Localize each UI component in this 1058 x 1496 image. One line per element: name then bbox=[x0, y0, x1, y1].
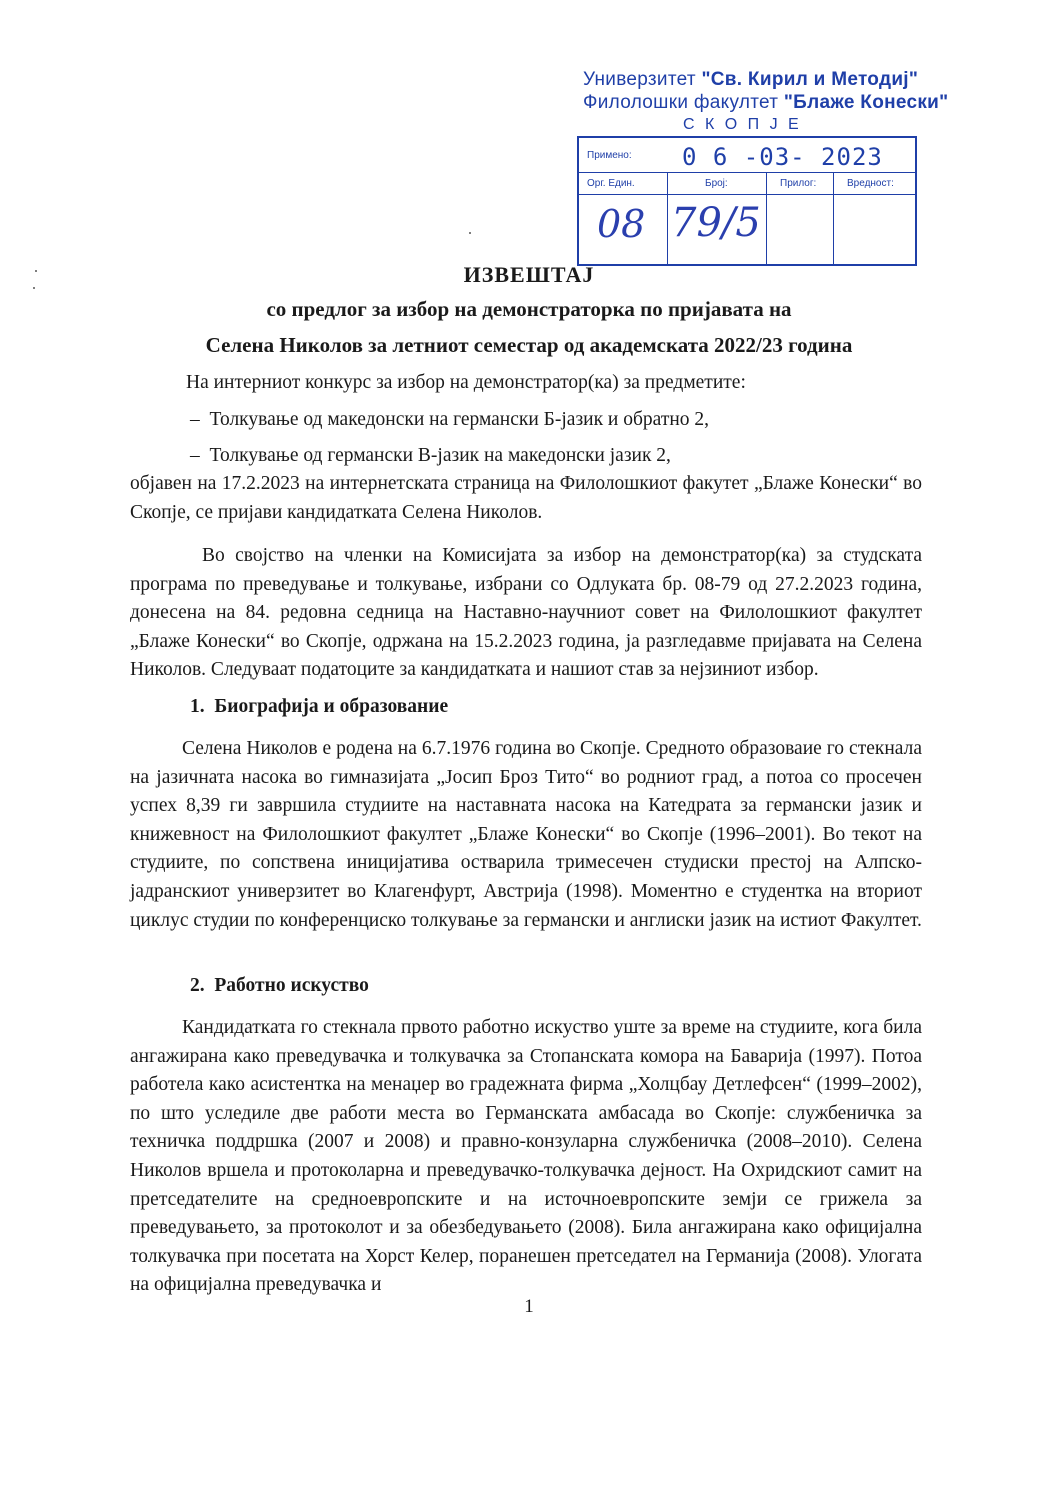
subject-text: Толкување од македонски на германски Б-јазик и обратно 2, bbox=[209, 409, 710, 430]
section-title: Биографија и образование bbox=[214, 696, 449, 717]
stamp-grid-row-divider bbox=[579, 172, 915, 173]
stamp-faculty-prefix: Филолошки факултет bbox=[583, 92, 784, 113]
section-number: 2. bbox=[190, 975, 205, 996]
stamp-number-value: 79/5 bbox=[671, 200, 761, 246]
section-number: 1. bbox=[190, 696, 205, 717]
intro-line: На интерниот конкурс за избор на демонстратор(ка) за предметите: bbox=[186, 372, 746, 393]
stamp-city: С К О П Ј Е bbox=[683, 116, 802, 133]
stamp-org-unit-value: 08 bbox=[597, 202, 646, 246]
page-number: 1 bbox=[524, 1296, 534, 1317]
stamp-grid-row-divider bbox=[579, 194, 915, 195]
biography-paragraph: Селена Николов е родена на 6.7.1976 година во Скопје. Средното образоваие го стекнала на јазичната насока во гимназијата „Јосип Броз Тито“ во родниот град, а потоа со просечен успех 8,39 ги завршила студиите на наставната насока на Катедрата за германски јазик и книжевност на Филолошкиот факултет „Блаже Конески“ во Скопје (1996–2001). Во текот на студиите, по сопствена иницијатива остварила тримесечен студиски престој на Алпско-јадранскиот универзитет во Клагенфурт, Австрија (1998). Моментно е студентка на вториот циклус студии по конференциско толкување за германски и англиски јазик на истиот Факултет. bbox=[130, 738, 922, 931]
scan-speck bbox=[469, 232, 471, 234]
stamp-attachment-label: Прилог: bbox=[780, 178, 817, 189]
subject-text: Толкување од германски В-јазик на македонски јазик 2, bbox=[209, 445, 671, 466]
section-heading-work-experience bbox=[190, 975, 369, 997]
stamp-university-line bbox=[583, 69, 918, 91]
stamp-grid-col-divider bbox=[667, 172, 668, 264]
stamp-received-date: 0 6 -03- 2023 bbox=[682, 143, 883, 171]
announcement-paragraph: објавен на 17.2.2023 на интернетската страница на Филолошкиот факутет „Блаже Конески“ во Скопје, се пријави кандидатката Селена Николов. bbox=[130, 473, 922, 523]
stamp-university-name: "Св. Кирил и Методиј" bbox=[701, 69, 919, 90]
stamp-received-label: Примено: bbox=[587, 150, 632, 161]
stamp-faculty-name: "Блаже Конески" bbox=[783, 92, 949, 113]
stamp-faculty-line bbox=[583, 92, 948, 114]
commission-paragraph: Во својство на членки на Комисијата за избор на демонстратор(ка) за студската програма по преведување и толкување, избрани со Одлуката бр. 08-79 од 27.2.2023 година, донесена на 84. редовна седница на Наставно-научниот совет на Филолошкиот факултет „Блаже Конески“ во Скопје, одржана на 15.2.2023 година, ја разгледавме пријавата на Селена Николов. Следуваат податоците за кандидатката и нашиот став за нејзиниот избор. bbox=[130, 545, 922, 681]
stamp-grid bbox=[577, 136, 917, 266]
stamp-grid-col-divider bbox=[766, 172, 767, 264]
section-title: Работно искуство bbox=[214, 975, 369, 996]
work-experience-paragraph: Кандидатката го стекнала првото работно искуство уште за време на студиите, кога била ангажирана како преведувачка и толкувачка за Стопанската комора на Баварија (1997). Потоа работела како асистентка на менаџер во градежната фирма „Холцбау Детлефсен“ (1999–2002), по што уследиле две работи места во Германската амбасада во Скопје: службеничка за техничка поддршка (2007 и 2008) и правно-конзуларна службеничка (2008–2010). Селена Николов вршела и протоколарна и преведувачко-толкувачка дејност. На Охридскиот самит на претседателите на средноевропските и на источноевропските земји се грижела за преведувањето, за протоколот и за обезбедувањето (2008). Била ангажирана како официјална толкувачка при посетата на Хорст Келер, поранешен претседател на Германија (2008). Улогата на официјална преведувачка и bbox=[130, 1017, 922, 1296]
subject-item: – Толкување од македонски на германски Б-јазик и обратно 2, bbox=[190, 409, 710, 430]
section-heading-biography bbox=[190, 696, 448, 718]
stamp-university-prefix: Универзитет bbox=[583, 69, 702, 90]
stamp-org-unit-label: Орг. Един. bbox=[587, 178, 635, 189]
stamp-grid-col-divider bbox=[833, 172, 834, 264]
document-title: ИЗВЕШТАЈ bbox=[463, 262, 595, 287]
document-subtitle-line2: Селена Николов за летниот семестар од академската 2022/23 година bbox=[205, 333, 853, 357]
document-subtitle-line1: со предлог за избор на демонстраторка по пријавата на bbox=[266, 297, 792, 321]
stamp-number-label: Број: bbox=[705, 178, 728, 189]
subject-item: – Толкување од германски В-јазик на македонски јазик 2, bbox=[190, 445, 671, 466]
stamp-value-label: Вредност: bbox=[847, 178, 894, 189]
